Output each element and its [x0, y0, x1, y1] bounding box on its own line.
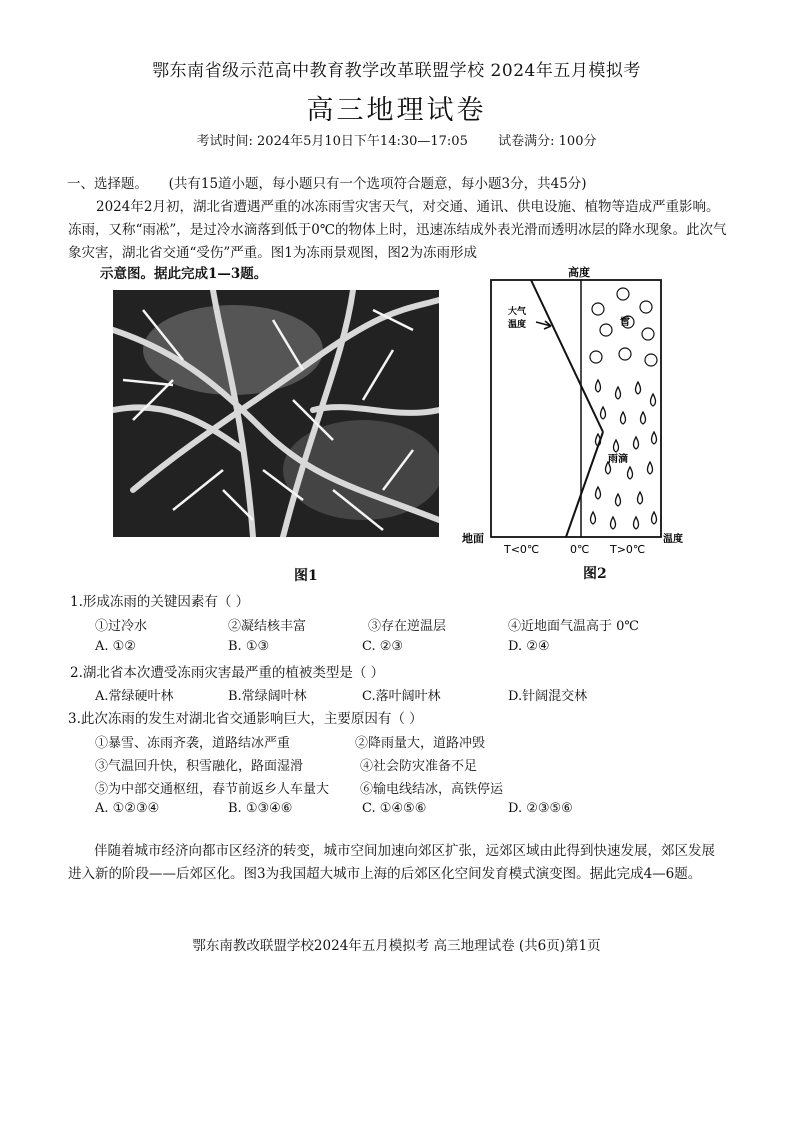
question-2-stem: 2.湖北省本次遭受冻雨灾害最严重的植被类型是（ ） — [70, 665, 385, 681]
section-heading: 一、选择题。 (共有15道小题，每小题只有一个选项符合题意，每小题3分，共45分) — [67, 176, 587, 192]
q3-item-3: ③气温回升快，积雪融化，路面湿滑 — [95, 759, 304, 774]
q1-item-1: ①过冷水 — [95, 619, 148, 634]
section-note: (共有15道小题，每小题只有一个选项符合题意，每小题3分，共45分) — [168, 176, 587, 192]
q3-item-2: ②降雨量大，道路冲毁 — [355, 736, 486, 751]
q2-choice-c[interactable]: C.落叶阔叶林 — [362, 689, 441, 704]
height-label: 高度 — [568, 266, 590, 279]
q1-item-2: ②凝结核丰富 — [228, 619, 307, 634]
page-footer: 鄂东南教改联盟学校2024年五月模拟考 高三地理试卷 (共6页)第1页 — [192, 938, 601, 954]
figure-1-caption: 图1 — [294, 568, 318, 584]
full-score: 试卷满分: 100分 — [498, 134, 597, 149]
q3-choice-d[interactable]: D. ②③⑤⑥ — [508, 801, 573, 816]
figure-2-caption: 图2 — [583, 566, 607, 582]
q3-choice-a[interactable]: A. ①②③④ — [95, 801, 160, 816]
snow-label: 雪 — [620, 317, 630, 328]
q3-item-4: ④社会防灾准备不足 — [360, 759, 478, 774]
q1-item-3: ③存在逆温层 — [368, 619, 447, 634]
q3-item-5: ⑤为中部交通枢纽，春节前返乡人车量大 — [95, 782, 330, 797]
page-title: 高三地理试卷 — [306, 95, 487, 126]
passage-2: 伴随着城市经济向都市区经济的转变，城市空间加速向郊区扩张，远郊区域由此得到快速发展，郊区发展进入新的阶段——后郊区化。图3为我国超大城市上海的后郊区化空间发育模式演变图。据此完成4—6题。 — [68, 843, 715, 882]
question-1-stem: 1.形成冻雨的关键因素有（ ） — [70, 594, 250, 610]
exam-info — [0, 130, 793, 149]
q2-choice-a[interactable]: A.常绿硬叶林 — [95, 689, 174, 704]
q1-choice-d[interactable]: D. ②④ — [508, 639, 550, 654]
question-3-stem: 3.此次冻雨的发生对湖北省交通影响巨大，主要原因有（ ） — [68, 711, 423, 727]
q1-item-4: ④近地面气温高于 0℃ — [508, 619, 639, 634]
t-zero-label: 0℃ — [570, 543, 590, 556]
air-temp-label: 大气温度 — [508, 307, 527, 330]
rain-label: 雨滴 — [608, 454, 628, 465]
q1-choice-a[interactable]: A. ①② — [95, 639, 136, 654]
q2-choice-d[interactable]: D.针阔混交林 — [508, 689, 588, 704]
school-header: 鄂东南省级示范高中教育教学改革联盟学校 2024年五月模拟考 — [152, 61, 641, 81]
frozen-rain-photo — [113, 290, 439, 537]
t-below-label: T<0℃ — [504, 543, 540, 556]
q2-choice-b[interactable]: B.常绿阔叶林 — [228, 689, 307, 704]
t-above-label: T>0℃ — [610, 543, 646, 556]
exam-time: 考试时间: 2024年5月10日下午14:30—17:05 — [196, 134, 468, 149]
q1-choice-c[interactable]: C. ②③ — [362, 639, 404, 654]
q3-item-1: ①暴雪、冻雨齐袭，道路结冰严重 — [95, 736, 291, 751]
q3-choice-b[interactable]: B. ①③④⑥ — [228, 801, 293, 816]
q3-choice-c[interactable]: C. ①④⑤⑥ — [362, 801, 427, 816]
temp-axis-label: 温度 — [663, 534, 683, 545]
q3-item-6: ⑥输电线结冰，高铁停运 — [360, 782, 504, 797]
freezing-rain-diagram — [458, 262, 698, 558]
q1-choice-b[interactable]: B. ①③ — [228, 639, 270, 654]
passage-1-tail: 示意图。据此完成1—3题。 — [100, 266, 268, 282]
passage-1: 2024年2月初，湖北省遭遇严重的冰冻雨雪灾害天气，对交通、通讯、供电设施、植物等造成严重影响。冻雨，又称“雨凇”，是过冷水滴落到低于0℃的物体上时，迅速冻结成外表光滑而透明冰层的降水现象。此次气象灾害，湖北省交通“受伤”严重。图1为冻雨景观图，图2为冻雨形成 — [68, 199, 727, 261]
ground-label: 地面 — [462, 532, 484, 545]
